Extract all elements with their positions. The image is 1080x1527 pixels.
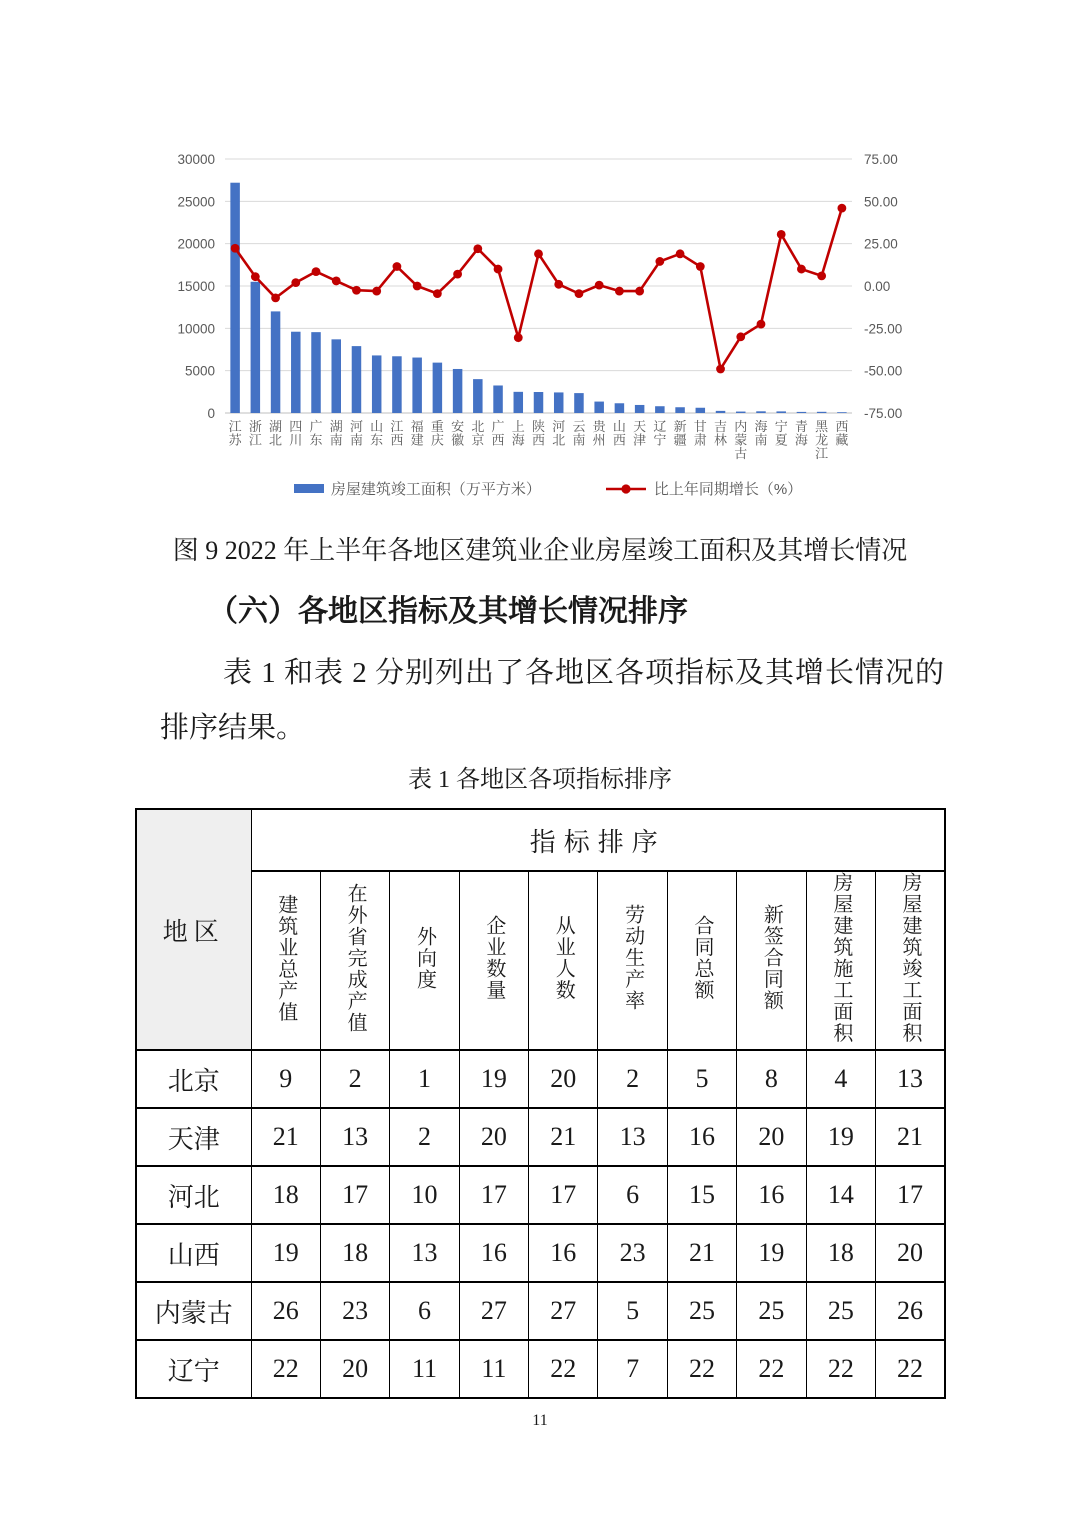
bar	[271, 311, 281, 413]
rank-cell: 10	[390, 1166, 459, 1224]
chart-legend	[168, 478, 928, 499]
bar	[514, 392, 524, 413]
rank-cell: 22	[667, 1340, 736, 1398]
category-label: 黑龙江	[815, 419, 829, 461]
data-point-marker	[696, 262, 705, 271]
combo-chart-canvas	[128, 150, 928, 464]
legend-bar-label: 房屋建筑竣工面积（万平方米）	[330, 481, 541, 498]
rank-cell: 19	[251, 1224, 320, 1282]
rank-cell: 22	[876, 1340, 945, 1398]
category-label: 青海	[794, 419, 808, 448]
bar	[412, 358, 422, 413]
rank-cell: 17	[320, 1166, 389, 1224]
corner-header-region: 地区	[136, 809, 251, 1050]
left-axis-tick: 0	[207, 406, 215, 421]
bar	[675, 407, 685, 413]
data-point-marker	[655, 257, 664, 266]
rank-cell: 21	[529, 1108, 598, 1166]
column-header: 从业人数	[529, 871, 598, 1050]
column-header: 合同总额	[667, 871, 736, 1050]
rank-cell: 9	[251, 1050, 320, 1108]
category-label: 重庆	[430, 419, 444, 448]
column-header: 企业数量	[459, 871, 528, 1050]
line-swatch-icon	[605, 483, 647, 495]
category-label: 西藏	[835, 419, 849, 448]
rank-cell: 17	[876, 1166, 945, 1224]
rank-cell: 13	[320, 1108, 389, 1166]
rank-cell: 25	[667, 1282, 736, 1340]
right-axis-tick: 0.00	[864, 279, 891, 294]
growth-line-series	[231, 204, 847, 374]
region-cell: 河北	[136, 1166, 251, 1224]
rank-cell: 7	[598, 1340, 667, 1398]
right-axis-tick: -50.00	[864, 363, 903, 379]
rank-cell: 22	[737, 1340, 806, 1398]
column-header: 建筑业总产值	[251, 871, 320, 1050]
rank-cell: 27	[459, 1282, 528, 1340]
region-cell: 辽宁	[136, 1340, 251, 1398]
category-label: 江西	[390, 419, 404, 448]
rank-cell: 16	[529, 1224, 598, 1282]
bar	[493, 385, 503, 413]
category-label: 山西	[612, 419, 626, 448]
category-label: 吉林	[714, 419, 728, 448]
rank-cell: 20	[459, 1108, 528, 1166]
rank-cell: 11	[390, 1340, 459, 1398]
rank-cell: 2	[390, 1108, 459, 1166]
data-point-marker	[534, 249, 543, 258]
rank-cell: 11	[459, 1340, 528, 1398]
bar-swatch-icon	[294, 484, 324, 493]
data-point-marker	[453, 270, 462, 279]
right-axis-tick: 25.00	[864, 236, 898, 252]
data-point-marker	[393, 262, 402, 271]
rank-cell: 23	[320, 1282, 389, 1340]
right-axis-tick: 50.00	[864, 194, 898, 210]
bar	[655, 406, 665, 413]
bar	[392, 356, 402, 413]
rank-cell: 16	[737, 1166, 806, 1224]
rank-cell: 16	[667, 1108, 736, 1166]
rank-cell: 6	[390, 1282, 459, 1340]
column-header: 新签合同额	[737, 871, 806, 1050]
rank-cell: 20	[876, 1224, 945, 1282]
rank-cell: 13	[598, 1108, 667, 1166]
legend-line-label: 比上年同期增长（%）	[653, 481, 803, 498]
rank-cell: 6	[598, 1166, 667, 1224]
figure-9-chart	[128, 150, 928, 499]
bar	[433, 363, 443, 413]
bar	[311, 332, 321, 413]
data-point-marker	[514, 333, 523, 342]
data-point-marker	[716, 365, 725, 374]
category-label: 内蒙古	[734, 419, 748, 461]
region-cell: 内蒙古	[136, 1282, 251, 1340]
rank-cell: 17	[459, 1166, 528, 1224]
category-label: 辽宁	[653, 419, 667, 448]
region-cell: 山西	[136, 1224, 251, 1282]
bar	[554, 392, 564, 413]
right-axis-tick: 75.00	[864, 152, 898, 167]
growth-line	[235, 208, 842, 369]
rank-cell: 26	[251, 1282, 320, 1340]
data-point-marker	[736, 332, 745, 341]
rank-cell: 5	[598, 1282, 667, 1340]
category-label: 海南	[754, 419, 768, 448]
rank-cell: 21	[876, 1108, 945, 1166]
bar	[797, 412, 807, 413]
rank-cell: 25	[806, 1282, 875, 1340]
bar	[251, 282, 261, 413]
group-header: 指标排序	[251, 809, 945, 871]
rank-cell: 17	[529, 1166, 598, 1224]
bar	[372, 355, 382, 413]
category-label: 河北	[552, 419, 566, 448]
category-label: 河南	[349, 419, 363, 448]
category-label: 甘肃	[693, 419, 707, 448]
left-axis-tick: 30000	[177, 152, 215, 167]
category-label: 天津	[633, 419, 647, 448]
rank-cell: 18	[320, 1224, 389, 1282]
rank-cell: 19	[806, 1108, 875, 1166]
data-point-marker	[251, 272, 260, 281]
rank-cell: 2	[320, 1050, 389, 1108]
left-axis-tick: 5000	[184, 363, 215, 379]
rank-cell: 21	[667, 1224, 736, 1282]
legend-item-line	[605, 478, 802, 499]
bar	[352, 346, 362, 413]
rank-cell: 20	[737, 1108, 806, 1166]
bar	[615, 403, 625, 413]
rank-cell: 21	[251, 1108, 320, 1166]
figure-caption: 图 9 2022 年上半年各地区建筑业企业房屋竣工面积及其增长情况	[172, 536, 908, 565]
bar	[635, 405, 645, 413]
bar	[534, 392, 544, 413]
region-cell: 天津	[136, 1108, 251, 1166]
rank-cell: 20	[529, 1050, 598, 1108]
rank-cell: 19	[737, 1224, 806, 1282]
column-header: 外向度	[390, 871, 459, 1050]
bar	[696, 408, 706, 413]
category-label: 广西	[491, 419, 505, 448]
section-paragraph: 表 1 和表 2 分别列出了各地区各项指标及其增长情况的排序结果。	[160, 657, 944, 744]
data-point-marker	[797, 265, 806, 274]
rank-cell: 4	[806, 1050, 875, 1108]
data-point-marker	[372, 287, 381, 296]
data-point-marker	[554, 280, 563, 289]
data-point-marker	[231, 244, 240, 253]
data-point-marker	[615, 287, 624, 296]
rank-cell: 18	[806, 1224, 875, 1282]
rank-cell: 16	[459, 1224, 528, 1282]
rank-cell: 23	[598, 1224, 667, 1282]
data-point-marker	[291, 278, 300, 287]
column-header: 劳动生产率	[598, 871, 667, 1050]
category-labels	[229, 419, 849, 461]
category-label: 安徽	[451, 419, 465, 448]
bar	[473, 379, 483, 413]
page-number: 11	[532, 1412, 548, 1429]
table-row	[136, 1108, 945, 1166]
rank-cell: 26	[876, 1282, 945, 1340]
category-label: 北京	[471, 419, 485, 448]
data-point-marker	[433, 289, 442, 298]
category-label: 上海	[511, 419, 525, 448]
left-axis-tick: 25000	[177, 194, 215, 210]
table-row	[136, 1282, 945, 1340]
category-label: 陕西	[531, 419, 546, 448]
rank-cell: 8	[737, 1050, 806, 1108]
bar	[837, 412, 847, 413]
category-label: 宁夏	[774, 419, 788, 448]
rank-cell: 13	[876, 1050, 945, 1108]
column-header: 在外省完成产值	[320, 871, 389, 1050]
rank-cell: 22	[251, 1340, 320, 1398]
category-label: 湖北	[269, 419, 283, 448]
category-label: 四川	[289, 419, 303, 448]
bar	[594, 402, 604, 413]
bar	[817, 412, 827, 413]
left-axis-tick: 20000	[177, 236, 215, 252]
left-axis-tick: 15000	[177, 279, 215, 294]
bar	[574, 393, 584, 413]
data-point-marker	[635, 287, 644, 296]
rank-cell: 18	[251, 1166, 320, 1224]
data-point-marker	[413, 282, 422, 291]
category-label: 新疆	[673, 419, 687, 448]
data-point-marker	[332, 277, 341, 286]
rank-cell: 25	[737, 1282, 806, 1340]
data-point-marker	[595, 281, 604, 290]
bar	[453, 369, 463, 413]
table-caption: 表 1 各地区各项指标排序	[408, 767, 672, 793]
rank-cell: 22	[529, 1340, 598, 1398]
table-row	[136, 1166, 945, 1224]
category-label: 浙江	[248, 419, 262, 448]
table-row	[136, 1224, 945, 1282]
rank-cell: 1	[390, 1050, 459, 1108]
data-point-marker	[676, 249, 685, 258]
indicator-ranking-table	[135, 808, 946, 1399]
category-label: 云南	[572, 419, 586, 448]
data-point-marker	[473, 244, 482, 253]
bar	[230, 183, 240, 413]
category-label: 广东	[309, 419, 323, 448]
legend-item-bar	[294, 478, 541, 499]
data-point-marker	[757, 320, 766, 329]
data-point-marker	[837, 204, 846, 213]
column-header: 房屋建筑竣工面积	[876, 871, 945, 1050]
rank-cell: 13	[390, 1224, 459, 1282]
bar-series	[230, 183, 846, 413]
right-axis-tick: -75.00	[864, 406, 903, 421]
bar	[776, 411, 786, 413]
bar	[291, 332, 301, 413]
table-row	[136, 1340, 945, 1398]
rank-cell: 2	[598, 1050, 667, 1108]
category-label: 山东	[370, 419, 384, 448]
category-label: 湖南	[329, 419, 343, 448]
column-header: 房屋建筑施工面积	[806, 871, 875, 1050]
data-point-marker	[312, 267, 321, 276]
bar	[736, 412, 746, 413]
right-axis-tick: -25.00	[864, 321, 903, 337]
rank-cell: 19	[459, 1050, 528, 1108]
rank-cell: 5	[667, 1050, 736, 1108]
data-point-marker	[777, 230, 786, 239]
rank-cell: 27	[529, 1282, 598, 1340]
category-label: 江苏	[228, 419, 242, 448]
rank-cell: 20	[320, 1340, 389, 1398]
left-axis-tick: 10000	[177, 321, 215, 337]
rank-cell: 15	[667, 1166, 736, 1224]
table-row	[136, 1050, 945, 1108]
region-cell: 北京	[136, 1050, 251, 1108]
bar	[756, 411, 766, 413]
category-label: 福建	[410, 419, 424, 448]
data-point-marker	[494, 265, 503, 274]
data-point-marker	[352, 286, 361, 295]
rank-cell: 22	[806, 1340, 875, 1398]
data-point-marker	[271, 293, 280, 302]
bar	[331, 339, 341, 413]
section-heading: （六）各地区指标及其增长情况排序	[208, 595, 688, 628]
bar	[716, 411, 726, 413]
rank-cell: 14	[806, 1166, 875, 1224]
data-point-marker	[575, 289, 584, 298]
category-label: 贵州	[592, 419, 606, 448]
data-point-marker	[817, 271, 826, 280]
